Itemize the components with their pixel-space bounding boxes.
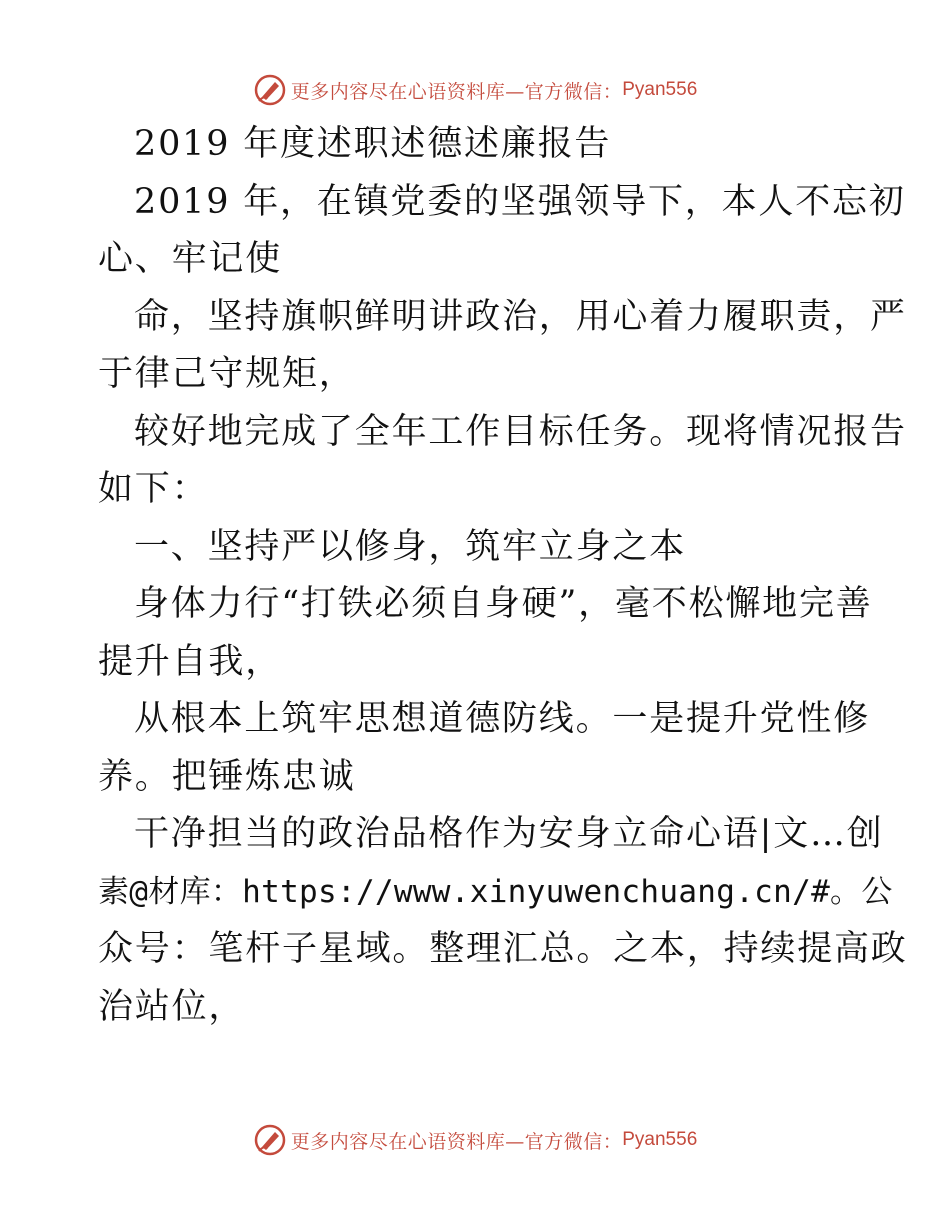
paragraph-line: 从根本上筑牢思想道德防线。一是提升党性修 bbox=[134, 699, 871, 739]
paragraph-line: 2019 年，在镇党委的坚强领导下，本人不忘初 bbox=[134, 181, 906, 222]
section-heading: 一、坚持严以修身，筑牢立身之本 bbox=[134, 526, 687, 567]
header-watermark-banner bbox=[0, 68, 950, 112]
paragraph-line: 较好地完成了全年工作目标任务。现将情况报告 bbox=[134, 411, 907, 452]
banner-account: Pyan556 bbox=[622, 79, 698, 100]
paragraph-line: 干净担当的政治品格作为安身立命心语|文…创 bbox=[134, 814, 884, 854]
paragraph-line: 众号：笔杆子星域。整理汇总。之本，持续提高政 bbox=[98, 929, 908, 969]
document-body bbox=[98, 116, 908, 1036]
paragraph-line: 养。把锤炼忠诚 bbox=[98, 756, 356, 797]
brand-logo-icon bbox=[253, 73, 287, 107]
paragraph-line: 于律己守规矩， bbox=[98, 354, 356, 394]
paragraph-line: 如下： bbox=[98, 469, 209, 509]
paragraph-line: 身体力行“打铁必须自身硬”，毫不松懈地完善 bbox=[134, 584, 873, 624]
paragraph-line: 心、牢记使 bbox=[98, 239, 283, 279]
footer-watermark-banner bbox=[0, 1118, 950, 1162]
paragraph-line: 提升自我， bbox=[98, 641, 283, 682]
paragraph-line: 命，坚持旗帜鲜明讲政治，用心着力履职责，严 bbox=[134, 296, 907, 337]
banner-text: 更多内容尽在心语资料库—官方微信： bbox=[290, 1130, 623, 1153]
brand-logo-icon bbox=[253, 1123, 287, 1157]
banner-text: 更多内容尽在心语资料库—官方微信： bbox=[290, 80, 623, 103]
banner-account: Pyan556 bbox=[622, 1129, 698, 1150]
doc-title: 2019 年度述职述德述廉报告 bbox=[134, 124, 612, 164]
paragraph-line: 治站位， bbox=[98, 986, 246, 1027]
paragraph-line-url: 素@材库：https://www.xinyuwenchuang.cn/#。公 bbox=[98, 873, 893, 910]
